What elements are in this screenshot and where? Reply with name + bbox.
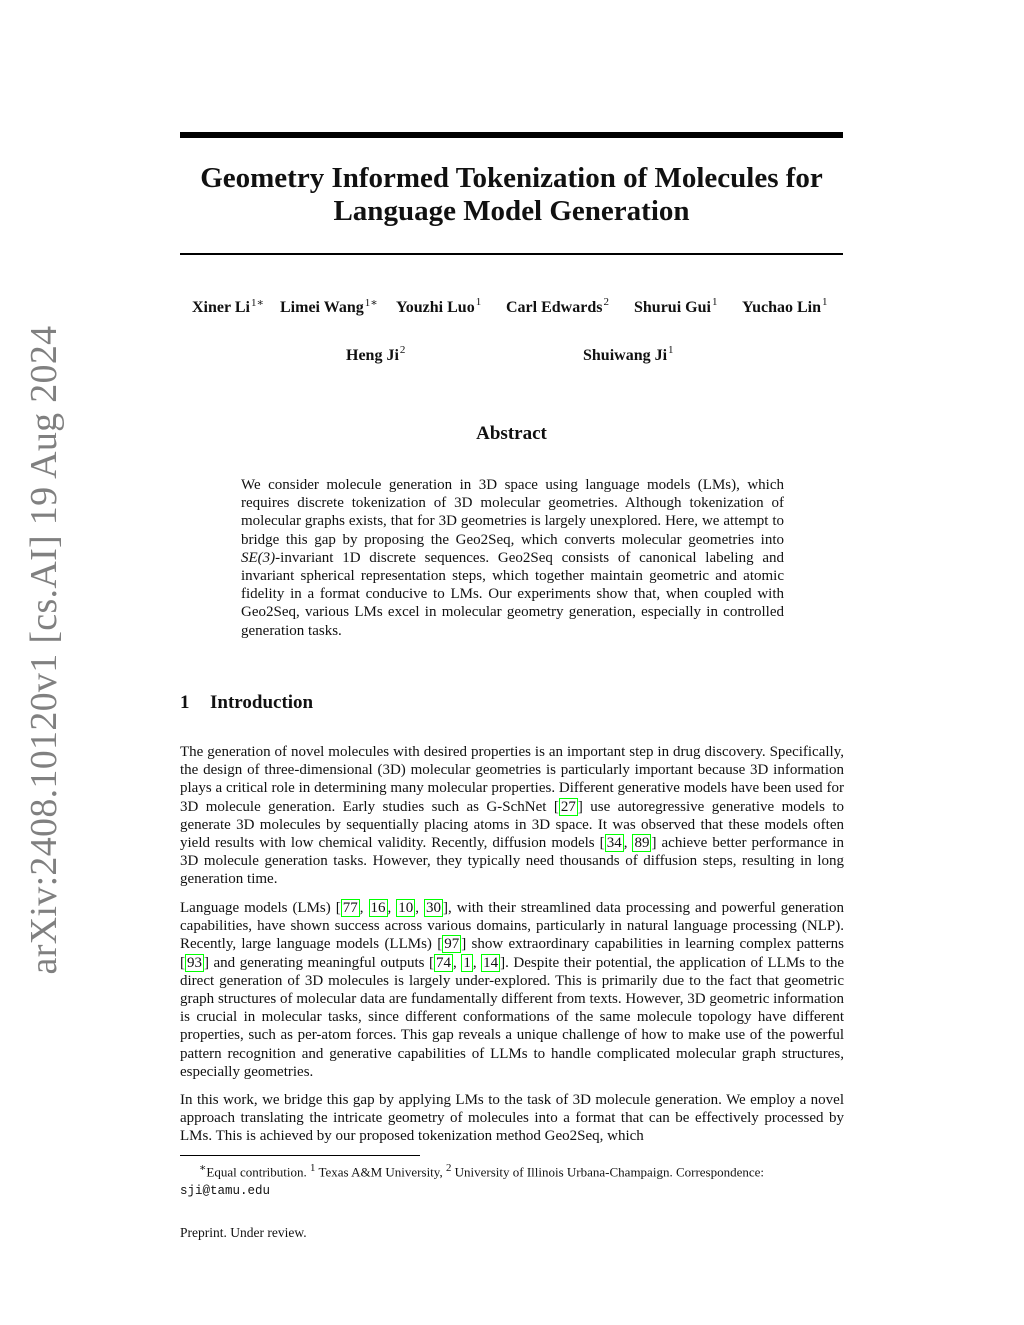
intro-paragraph: The generation of novel molecules with desired properties is an important step in drug discovery. Specifically, the design of three-dimensional (3D) molecular geometries is particularly important because 3D information plays a critical role in determining many molecular properties. Different generative models have been used for 3D molecule generation. Early studies such as G-SchNet [ 27 ] use autoregressive generative models to generate 3D molecules by sequentially placing atoms in 3D space. It was observed that these models often yield results with low chemical validity. Recently, diffusion models [ 34 , 89 ] achieve better performance in 3D molecule generation tasks. However, they typically need thousands of diffusion steps, resulting in long generation time.: [180, 744, 845, 888]
title-bottom-rule: [180, 253, 843, 255]
arxiv-identifier: arXiv:2408.10120v1 [cs.AI] 19 Aug 2024: [23, 325, 65, 975]
section-heading: 1 Introduction: [180, 692, 314, 713]
citation-link[interactable]: 34: [606, 835, 622, 852]
author: Youzhi Luo$^1$: [396, 296, 482, 316]
citation-link[interactable]: 10: [398, 900, 414, 916]
author-list: [180, 296, 843, 323]
citation-link[interactable]: 89: [634, 835, 650, 852]
intro-paragraph: Language models (LMs) [ 77 , 16 , 10 , 30 ], with their streamlined data processing and powerful generation capabilities, have shown success across various domains, particularly in natural language processing (NLP). Recently, large language models (LLMs) [ 97 ] show extraordinary capabilities in learning complex patterns [ 93 ] and generating meaningful outputs [ 74 , 1 , 14 ]. Despite their potential, the application of LLMs to the direct generation of 3D molecules is largely under-explored. This is primarily due to the fact that geometric graph structures of molecular data are fundamentally different from texts. However, 3D geometric information is crucial in molecular tasks, since different conformations of the same molecule topology have different properties, such as per-atom forces. This gap reveals a unique challenge of how to make use of the powerful pattern recognition and generative capabilities of LLMs to handle complicated molecular graph structures, especially geometries.: [180, 900, 845, 1080]
author: Carl Edwards$^2$: [506, 296, 609, 316]
author: Shurui Gui$^1$: [634, 296, 718, 316]
correspondence-email[interactable]: sji@tamu.edu: [180, 1184, 271, 1199]
citation-link[interactable]: 30: [426, 900, 442, 916]
preprint-note: Preprint. Under review.: [180, 1225, 307, 1240]
citation-link[interactable]: 97: [444, 936, 460, 953]
author: Xiner Li$^{1∗}$: [192, 297, 264, 316]
paper-title: Geometry Informed Tokenization of Molecules for Language Model Generation: [200, 162, 823, 227]
author: Yuchao Lin$^1$: [742, 296, 828, 316]
citation-link[interactable]: 1: [463, 954, 471, 971]
footnote-rule: [180, 1155, 420, 1156]
footnote: ∗Equal contribution. $^1$ Texas A&M University, $^2$ University of Illinois Urbana-Champaign. Correspondence: sji@tamu.edu: [180, 1162, 765, 1199]
author: Shuiwang Ji$^1$: [583, 344, 674, 364]
intro-paragraph: In this work, we bridge this gap by applying LMs to the task of 3D molecule generation. We employ a novel approach translating the intricate geometry of molecules into a format that can be effectively processed by LMs. This is achieved by our proposed tokenization method Geo2Seq, which: [180, 1092, 844, 1145]
citation-link[interactable]: 93: [187, 954, 202, 971]
citation-link[interactable]: 16: [370, 900, 386, 916]
citation-link[interactable]: 77: [342, 900, 358, 916]
abstract-heading: Abstract: [476, 423, 547, 444]
citation-link[interactable]: 27: [560, 798, 576, 815]
abstract-body: We consider molecule generation in 3D space using language models (LMs), which requires discrete tokenization of 3D molecular geometries. Although tokenization of molecular graphs exists, that for 3D geometries is largely unexplored. Here, we attempt to bridge this gap by proposing the Geo2Seq, which converts molecular geometries into SE(3)-invariant 1D discrete sequences. Geo2Seq consists of canonical labeling and invariant spherical representation steps, which together maintain geometric and atomic fidelity in a format conducive to LMs. Our experiments show that, when coupled with Geo2Seq, various LMs excel in molecular geometry generation, especially in controlled generation tasks.: [241, 477, 784, 639]
citation-link[interactable]: 14: [483, 954, 499, 971]
title-top-rule: [180, 132, 843, 138]
author-list: [180, 344, 843, 371]
citation-link[interactable]: 74: [436, 954, 452, 971]
author: Heng Ji$^2$: [346, 344, 406, 364]
author: Limei Wang$^{1∗}$: [280, 297, 378, 316]
